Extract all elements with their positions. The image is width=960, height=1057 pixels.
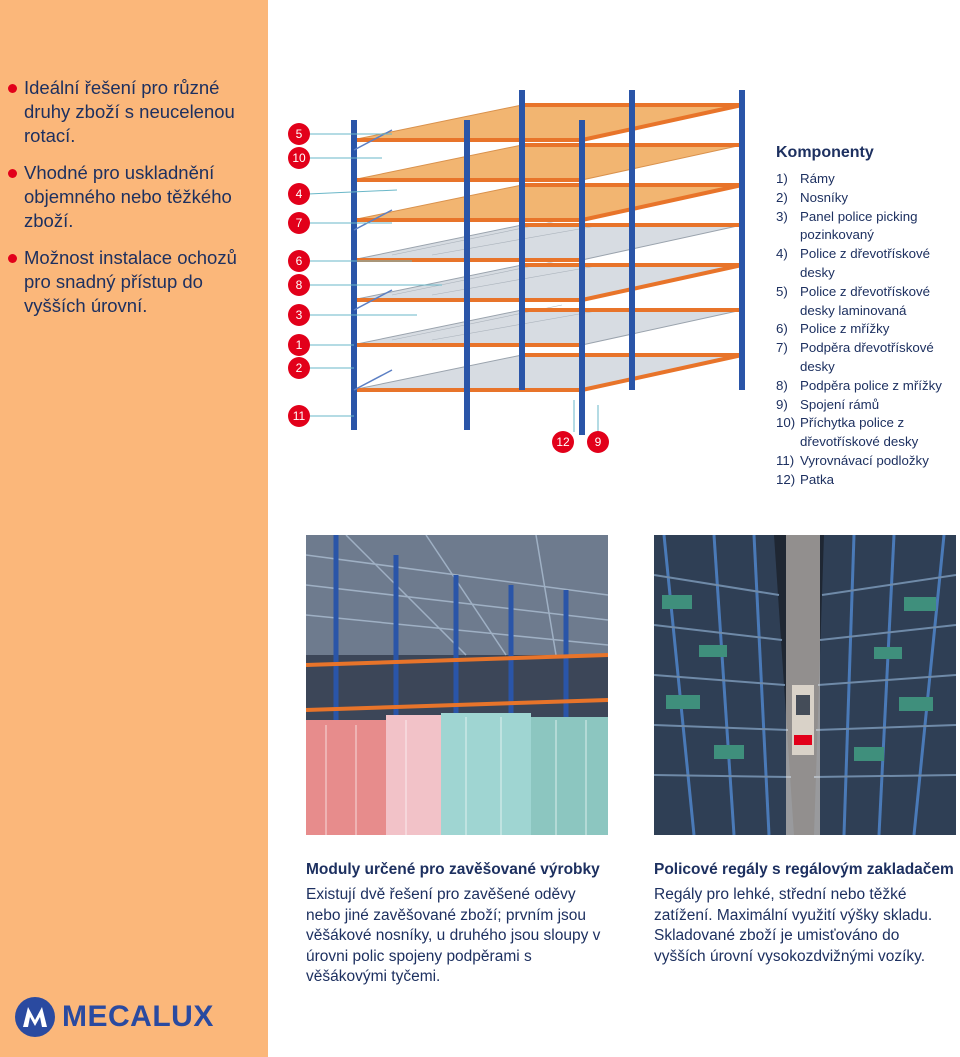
mecalux-logo xyxy=(14,994,214,1040)
caption-title: Policové regály s regálovým zakladačem xyxy=(654,861,954,878)
component-item: 6) Police z mřížky xyxy=(776,321,890,337)
bullet-dot-icon xyxy=(8,254,17,263)
component-item: 2) Nosníky xyxy=(776,189,849,205)
caption-title: Moduly určené pro zavěšované výrobky xyxy=(306,861,600,878)
callout-12: 12 xyxy=(552,431,574,453)
component-item: 10) Příchytka police z dřevotřískové desky xyxy=(776,415,919,450)
callout-4: 4 xyxy=(288,183,310,205)
callout-10: 10 xyxy=(288,147,310,169)
feature-item: Možnost instalace ochozů pro snadný přístup do vyšších úrovní. xyxy=(8,246,258,318)
caption-text: Existují dvě řešení pro zavěšené oděvy nebo jiné zavěšované zboží; prvním jsou věšákové nosníky, u druhého jsou sloupy v úrovni polic spojeny podpěrami s věšákovými tyčemi. xyxy=(306,886,601,986)
component-item: 1) Rámy xyxy=(776,171,835,186)
callout-2: 2 xyxy=(288,357,310,379)
component-item: 11) Vyrovnávací podložky xyxy=(776,452,929,468)
component-item: 12) Patka xyxy=(776,471,835,487)
callout-3: 3 xyxy=(288,304,310,326)
rack-illustration xyxy=(282,60,760,470)
callout-6: 6 xyxy=(288,250,310,272)
callout-1: 1 xyxy=(288,334,310,356)
component-item: 3) Panel police picking pozinkovaný xyxy=(776,208,918,243)
callout-9: 9 xyxy=(587,431,609,453)
rack-drawing xyxy=(282,60,760,470)
component-item: 8) Podpěra police z mřížky xyxy=(776,377,942,393)
photo-shelving-stacker xyxy=(654,535,956,835)
caption-shelving-stacker xyxy=(654,861,954,967)
caption-text: Regály pro lehké, střední nebo těžké zatížení. Maximální využití výšky skladu. Skladované zboží je umisťováno do vyšších úrovní vysokozdvižnými vozíky. xyxy=(654,886,933,965)
bullet-dot-icon xyxy=(8,169,17,178)
callout-7: 7 xyxy=(288,212,310,234)
callout-11: 11 xyxy=(288,405,310,427)
component-item: 7) Podpěra dřevotřískové desky xyxy=(776,340,934,374)
feature-item: Ideální řešení pro různé druhy zboží s neucelenou rotací. xyxy=(8,76,258,148)
feature-list xyxy=(8,76,258,331)
component-item: 5) Police z dřevotřískové desky laminovaná xyxy=(776,283,931,318)
components-list xyxy=(776,170,960,490)
callout-8: 8 xyxy=(288,274,310,296)
components-title: Komponenty xyxy=(776,144,874,161)
feature-item: Vhodné pro uskladnění objemného nebo těžkého zboží. xyxy=(8,161,258,233)
photo-hanging-garments xyxy=(306,535,608,835)
component-item: 9) Spojení rámů xyxy=(776,396,880,412)
logo-wordmark: MECALUX xyxy=(62,1000,214,1033)
bullet-dot-icon xyxy=(8,84,17,93)
callout-5: 5 xyxy=(288,123,310,145)
mecalux-m-icon xyxy=(14,996,56,1038)
component-item: 4) Police z dřevotřískové desky xyxy=(776,246,931,280)
sidebar-panel xyxy=(0,0,268,1057)
caption-hanging-modules xyxy=(306,861,606,988)
